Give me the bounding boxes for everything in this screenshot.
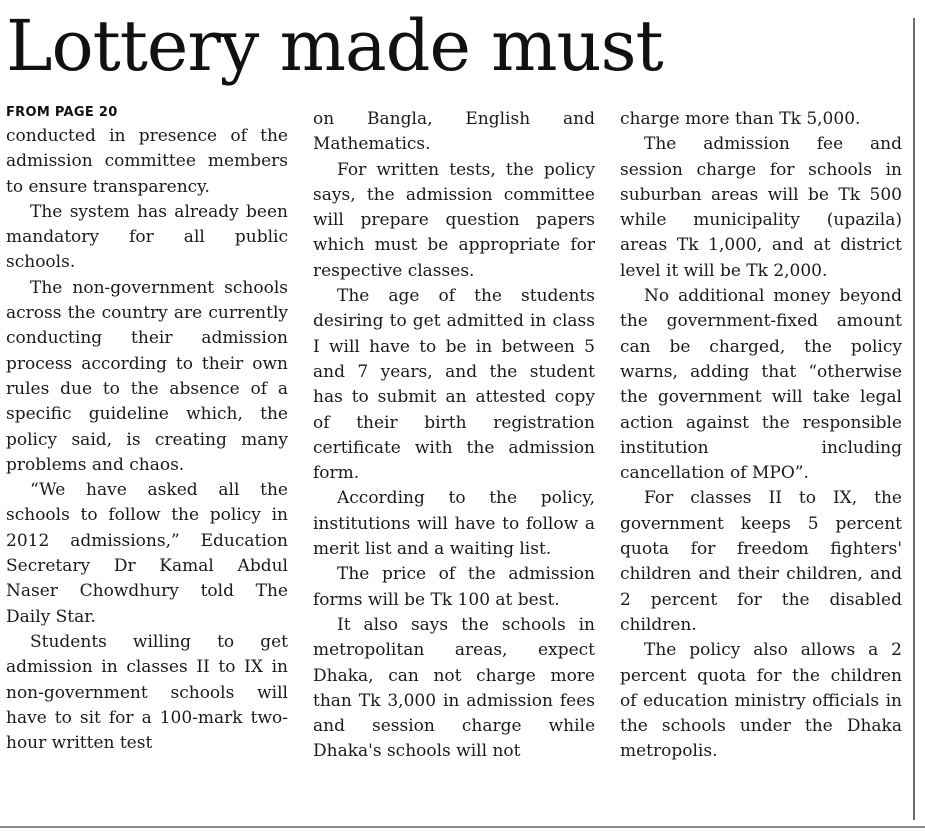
article-column-1	[6, 104, 288, 756]
headline: Lottery made must	[6, 5, 663, 87]
paragraph: Students willing to get admission in classes II to IX in non-government schools will have to sit for a 100-mark two-hour written test	[6, 631, 288, 754]
paragraph: For written tests, the policy says, the admission committee will prepare question papers which must be appropriate for respective classes.	[313, 159, 595, 281]
paragraph: on Bangla, English and Mathematics.	[313, 109, 595, 155]
paragraph: The admission fee and session charge for schools in suburban areas will be Tk 500 while municipality (upazila) areas Tk 1,000, and at district level it will be Tk 2,000.	[620, 134, 902, 281]
paragraph: The age of the students desiring to get admitted in class I will have to be in between 5 and 7 years, and the student has to submit an attested copy of their birth registration certificate with the admission form.	[313, 286, 595, 484]
article-column-2	[313, 107, 595, 765]
paragraph: According to the policy, institutions will have to follow a merit list and a waiting list.	[313, 488, 595, 560]
article-column-3	[620, 107, 902, 765]
bottom-rule	[0, 826, 925, 828]
paragraph: The non-government schools across the country are currently conducting their admission process according to their own rules due to the absence of a specific guideline which, the policy said, is creating many problems and chaos.	[6, 277, 288, 475]
paragraph: The price of the admission forms will be Tk 100 at best.	[313, 564, 595, 610]
paragraph: The system has already been mandatory for all public schools.	[6, 201, 288, 273]
continuation-kicker: FROM PAGE 20	[6, 105, 118, 120]
paragraph: For classes II to IX, the government keeps 5 percent quota for freedom fighters' children and their children, and 2 percent for the disabled children.	[620, 488, 902, 635]
column-rule-right	[913, 18, 915, 820]
paragraph: charge more than Tk 5,000.	[620, 109, 861, 129]
paragraph: No additional money beyond the government-fixed amount can be charged, the policy warns, adding that “otherwise the government will take legal action against the responsible institution including cancellation of MPO”.	[620, 286, 902, 484]
paragraph: “We have asked all the schools to follow the policy in 2012 admissions,” Education Secretary Dr Kamal Abdul Naser Chowdhury told The Daily Star.	[6, 480, 288, 627]
paragraph: The policy also allows a 2 percent quota for the children of education ministry officials in the schools under the Dhaka metropolis.	[620, 640, 902, 762]
paragraph: conducted in presence of the admission committee members to ensure transparency.	[6, 126, 288, 197]
paragraph: It also says the schools in metropolitan areas, expect Dhaka, can not charge more than Tk 3,000 in admission fees and session charge while Dhaka's schools will not	[313, 614, 595, 762]
